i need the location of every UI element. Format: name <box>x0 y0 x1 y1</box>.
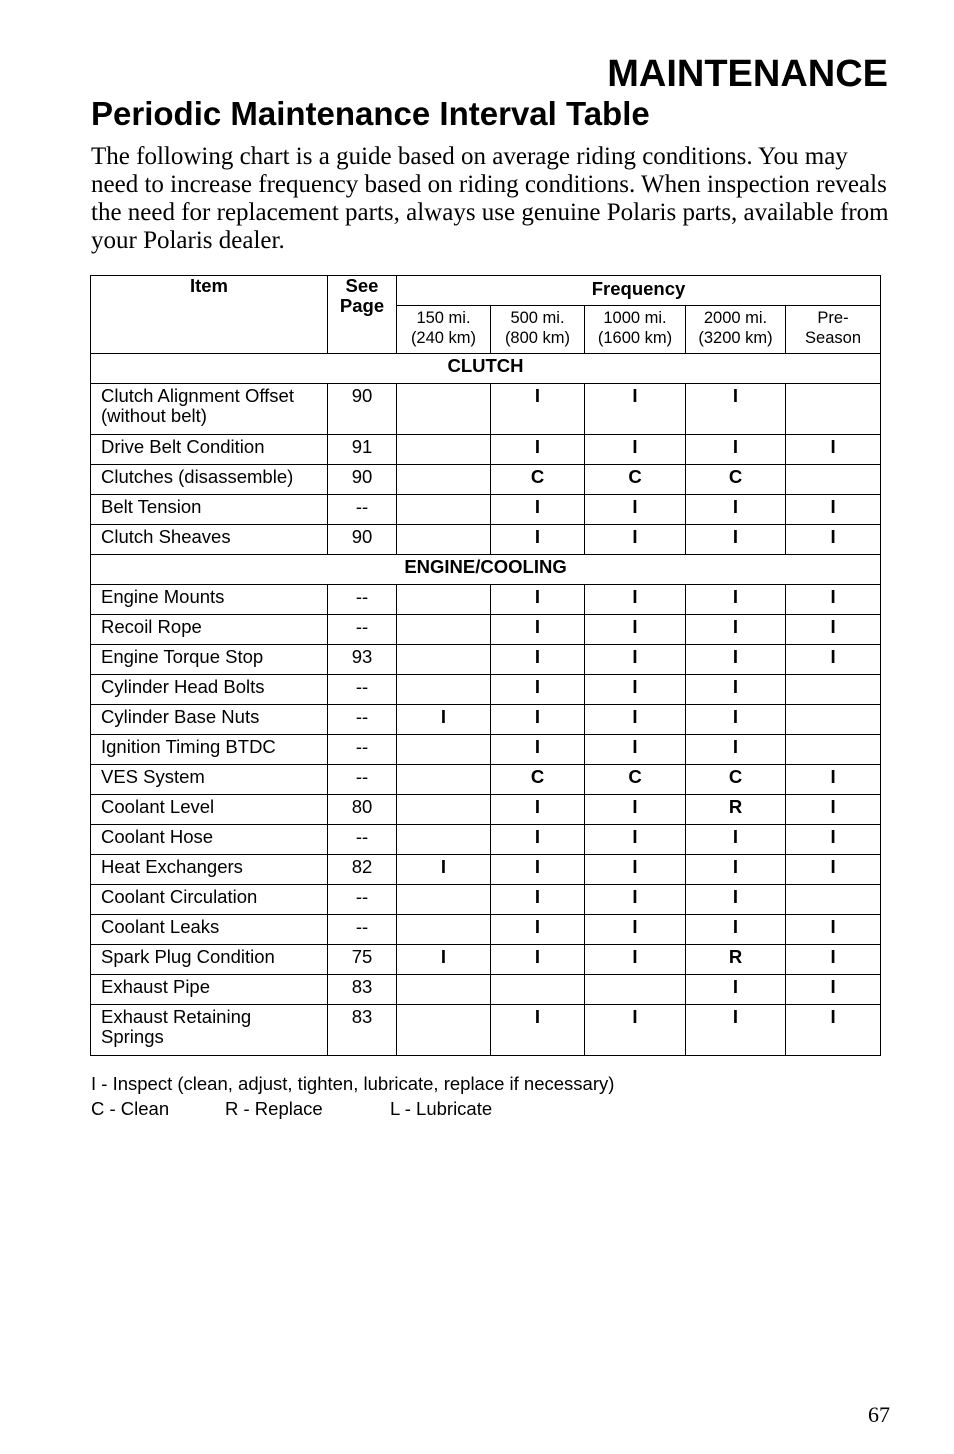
frequency-cell <box>397 465 491 495</box>
frequency-cell: I <box>585 735 686 765</box>
frequency-cell: I <box>491 915 585 945</box>
frequency-cell <box>786 465 881 495</box>
item-name: Coolant Hose <box>101 826 214 847</box>
item-name: Recoil Rope <box>101 616 202 637</box>
frequency-cell: C <box>491 465 585 495</box>
item-cell <box>91 435 328 465</box>
see-page-cell: 93 <box>328 645 397 675</box>
item-name: Clutch Alignment Offset <box>101 385 294 406</box>
frequency-cell: I <box>585 855 686 885</box>
frequency-cell <box>397 975 491 1005</box>
item-name: Clutches (disassemble) <box>101 466 294 487</box>
item-cell <box>91 465 328 495</box>
frequency-cell: I <box>585 435 686 465</box>
interval-header-line1: Pre- <box>817 309 849 327</box>
frequency-cell <box>397 765 491 795</box>
frequency-cell: I <box>491 435 585 465</box>
see-page-cell: 83 <box>328 1005 397 1056</box>
interval-header <box>397 306 491 354</box>
table-row <box>91 765 881 795</box>
item-cell <box>91 1005 328 1056</box>
interval-header-line2: (800 km) <box>504 329 571 347</box>
frequency-cell: I <box>786 855 881 885</box>
item-name-continued: (without belt) <box>101 405 207 426</box>
frequency-cell <box>397 675 491 705</box>
frequency-cell: I <box>585 795 686 825</box>
frequency-cell: I <box>686 915 786 945</box>
frequency-cell: I <box>686 1005 786 1056</box>
table-row <box>91 855 881 885</box>
frequency-cell <box>786 384 881 435</box>
see-page-cell: -- <box>328 615 397 645</box>
frequency-cell: I <box>585 615 686 645</box>
see-page-cell: -- <box>328 735 397 765</box>
frequency-cell: I <box>491 705 585 735</box>
frequency-cell <box>397 645 491 675</box>
see-page-cell: -- <box>328 705 397 735</box>
legend <box>91 1071 614 1121</box>
frequency-cell: I <box>585 1005 686 1056</box>
frequency-cell: I <box>491 945 585 975</box>
item-name: Coolant Circulation <box>101 886 258 907</box>
frequency-cell <box>397 915 491 945</box>
frequency-cell <box>397 1005 491 1056</box>
frequency-cell: I <box>397 705 491 735</box>
interval-header-line2: (3200 km) <box>698 329 773 347</box>
frequency-cell: I <box>686 645 786 675</box>
see-page-cell: 90 <box>328 525 397 555</box>
frequency-cell: I <box>786 435 881 465</box>
table-row <box>91 384 881 435</box>
table-row <box>91 705 881 735</box>
see-page-cell: 80 <box>328 795 397 825</box>
frequency-cell: I <box>686 384 786 435</box>
frequency-cell: I <box>585 525 686 555</box>
interval-header <box>686 306 786 354</box>
frequency-cell: I <box>786 915 881 945</box>
see-page-cell: 91 <box>328 435 397 465</box>
frequency-cell: I <box>585 675 686 705</box>
legend-replace: R - Replace <box>225 1098 323 1119</box>
frequency-cell: I <box>491 825 585 855</box>
interval-header <box>585 306 686 354</box>
frequency-cell: I <box>786 765 881 795</box>
interval-header-line2: Season <box>805 329 861 347</box>
interval-header-line2: (1600 km) <box>597 329 673 347</box>
frequency-cell: I <box>786 945 881 975</box>
table-row <box>91 735 881 765</box>
frequency-cell: C <box>686 465 786 495</box>
interval-header <box>786 306 881 354</box>
frequency-cell: I <box>786 645 881 675</box>
section-heading: ENGINE/COOLING <box>91 555 881 585</box>
item-name: Coolant Leaks <box>101 916 220 937</box>
legend-clean: C - Clean <box>91 1098 170 1119</box>
frequency-cell: I <box>686 675 786 705</box>
see-page-cell: -- <box>328 765 397 795</box>
table-row <box>91 1005 881 1056</box>
item-name: Cylinder Head Bolts <box>101 676 265 697</box>
item-cell <box>91 855 328 885</box>
frequency-cell <box>397 384 491 435</box>
frequency-cell: I <box>491 645 585 675</box>
frequency-cell: I <box>585 645 686 675</box>
frequency-cell <box>397 735 491 765</box>
frequency-cell: I <box>686 855 786 885</box>
item-name: Engine Torque Stop <box>101 646 264 667</box>
item-cell <box>91 615 328 645</box>
see-page-cell: 82 <box>328 855 397 885</box>
item-name: Drive Belt Condition <box>101 436 265 457</box>
frequency-cell: C <box>585 765 686 795</box>
see-page-cell: 83 <box>328 975 397 1005</box>
frequency-cell <box>786 675 881 705</box>
item-cell <box>91 525 328 555</box>
item-name: Coolant Level <box>101 796 215 817</box>
frequency-cell <box>397 795 491 825</box>
table-row <box>91 525 881 555</box>
frequency-cell: I <box>686 435 786 465</box>
item-cell <box>91 975 328 1005</box>
frequency-cell: I <box>491 384 585 435</box>
item-cell <box>91 885 328 915</box>
frequency-cell: I <box>491 795 585 825</box>
item-cell <box>91 825 328 855</box>
item-name: VES System <box>101 766 205 787</box>
frequency-cell: I <box>491 675 585 705</box>
frequency-cell: I <box>686 735 786 765</box>
frequency-cell: I <box>585 495 686 525</box>
item-name-continued: Springs <box>101 1026 164 1047</box>
see-page-cell: -- <box>328 585 397 615</box>
frequency-cell <box>397 585 491 615</box>
frequency-cell: I <box>786 825 881 855</box>
item-name: Belt Tension <box>101 496 202 517</box>
frequency-cell: I <box>686 495 786 525</box>
table-row <box>91 435 881 465</box>
frequency-cell: I <box>585 825 686 855</box>
interval-header-line1: 500 mi. <box>510 309 565 327</box>
table-row <box>91 465 881 495</box>
frequency-cell: I <box>491 585 585 615</box>
interval-header <box>491 306 585 354</box>
see-page-cell: 75 <box>328 945 397 975</box>
legend-inspect: I - Inspect (clean, adjust, tighten, lubricate, replace if necessary) <box>91 1073 615 1094</box>
frequency-cell: I <box>397 855 491 885</box>
frequency-cell: I <box>585 915 686 945</box>
frequency-cell: I <box>686 525 786 555</box>
frequency-cell <box>491 975 585 1005</box>
interval-header-line1: 1000 mi. <box>603 309 667 327</box>
table-row <box>91 915 881 945</box>
frequency-cell: I <box>786 615 881 645</box>
interval-header-line1: 2000 mi. <box>703 309 768 327</box>
table-row <box>91 885 881 915</box>
frequency-cell: I <box>686 885 786 915</box>
item-name: Exhaust Retaining <box>101 1006 252 1027</box>
frequency-cell: I <box>786 795 881 825</box>
frequency-cell: I <box>786 495 881 525</box>
frequency-cell: I <box>786 525 881 555</box>
frequency-cell: I <box>491 855 585 885</box>
table-row <box>91 675 881 705</box>
item-name: Clutch Sheaves <box>101 526 231 547</box>
frequency-cell <box>397 825 491 855</box>
frequency-cell <box>397 495 491 525</box>
frequency-cell: I <box>585 885 686 915</box>
item-name: Exhaust Pipe <box>101 976 211 997</box>
table-row <box>91 795 881 825</box>
item-cell <box>91 495 328 525</box>
item-name: Spark Plug Condition <box>101 946 275 967</box>
frequency-cell: I <box>585 585 686 615</box>
section-header: MAINTENANCE <box>607 53 888 95</box>
item-cell <box>91 645 328 675</box>
frequency-cell: I <box>686 585 786 615</box>
item-cell <box>91 735 328 765</box>
column-header-item: Item <box>91 276 328 354</box>
frequency-cell: I <box>786 975 881 1005</box>
interval-header-line2: (240 km) <box>410 329 477 347</box>
see-page-cell: -- <box>328 915 397 945</box>
column-header-frequency: Frequency <box>397 276 881 306</box>
legend-lubricate: L - Lubricate <box>390 1098 493 1119</box>
frequency-cell: C <box>491 765 585 795</box>
table-row <box>91 615 881 645</box>
frequency-cell: R <box>686 945 786 975</box>
item-cell <box>91 675 328 705</box>
item-name: Heat Exchangers <box>101 856 243 877</box>
see-page-cell: -- <box>328 495 397 525</box>
item-cell <box>91 585 328 615</box>
see-page-cell: -- <box>328 675 397 705</box>
item-cell <box>91 765 328 795</box>
frequency-cell: I <box>491 495 585 525</box>
section-heading: CLUTCH <box>91 354 881 384</box>
interval-header-line1: 150 mi. <box>416 309 471 327</box>
frequency-cell: I <box>397 945 491 975</box>
table-row <box>91 975 881 1005</box>
frequency-cell: I <box>585 705 686 735</box>
table-row <box>91 495 881 525</box>
see-page-cell: 90 <box>328 384 397 435</box>
see-page-cell: -- <box>328 885 397 915</box>
frequency-cell: I <box>786 1005 881 1056</box>
item-name: Ignition Timing BTDC <box>101 736 276 757</box>
frequency-cell: I <box>686 975 786 1005</box>
frequency-cell: I <box>491 735 585 765</box>
frequency-cell: I <box>491 1005 585 1056</box>
section-row <box>91 555 881 585</box>
item-cell <box>91 945 328 975</box>
page-number: 67 <box>868 1402 890 1427</box>
item-name: Cylinder Base Nuts <box>101 706 260 727</box>
item-cell <box>91 705 328 735</box>
maintenance-interval-table <box>90 275 881 1056</box>
item-cell <box>91 795 328 825</box>
item-name: Engine Mounts <box>101 586 225 607</box>
frequency-cell <box>585 975 686 1005</box>
table-row <box>91 945 881 975</box>
frequency-cell <box>397 615 491 645</box>
see-page-cell: 90 <box>328 465 397 495</box>
frequency-cell: I <box>786 585 881 615</box>
frequency-cell: I <box>585 384 686 435</box>
section-row <box>91 354 881 384</box>
frequency-cell: R <box>686 795 786 825</box>
frequency-cell: I <box>686 825 786 855</box>
frequency-cell <box>397 525 491 555</box>
frequency-cell <box>786 705 881 735</box>
item-cell <box>91 384 328 435</box>
table-row <box>91 645 881 675</box>
item-cell <box>91 915 328 945</box>
table-row <box>91 585 881 615</box>
frequency-cell: I <box>686 615 786 645</box>
page-title: Periodic Maintenance Interval Table <box>91 95 650 132</box>
frequency-cell: C <box>686 765 786 795</box>
table-row <box>91 825 881 855</box>
frequency-cell: I <box>686 705 786 735</box>
frequency-cell: C <box>585 465 686 495</box>
frequency-cell <box>397 885 491 915</box>
frequency-cell <box>786 885 881 915</box>
see-page-cell: -- <box>328 825 397 855</box>
frequency-cell <box>397 435 491 465</box>
intro-paragraph: The following chart is a guide based on average riding conditions. You may need to increase frequency based on riding conditions. When inspection reveals the need for replacement parts, always use genuine Polaris parts, available from your Polaris dealer. <box>91 143 889 254</box>
frequency-cell: I <box>491 885 585 915</box>
frequency-cell: I <box>585 945 686 975</box>
frequency-cell <box>786 735 881 765</box>
frequency-cell: I <box>491 525 585 555</box>
frequency-cell: I <box>491 615 585 645</box>
column-header-see-page: See Page <box>328 276 397 354</box>
